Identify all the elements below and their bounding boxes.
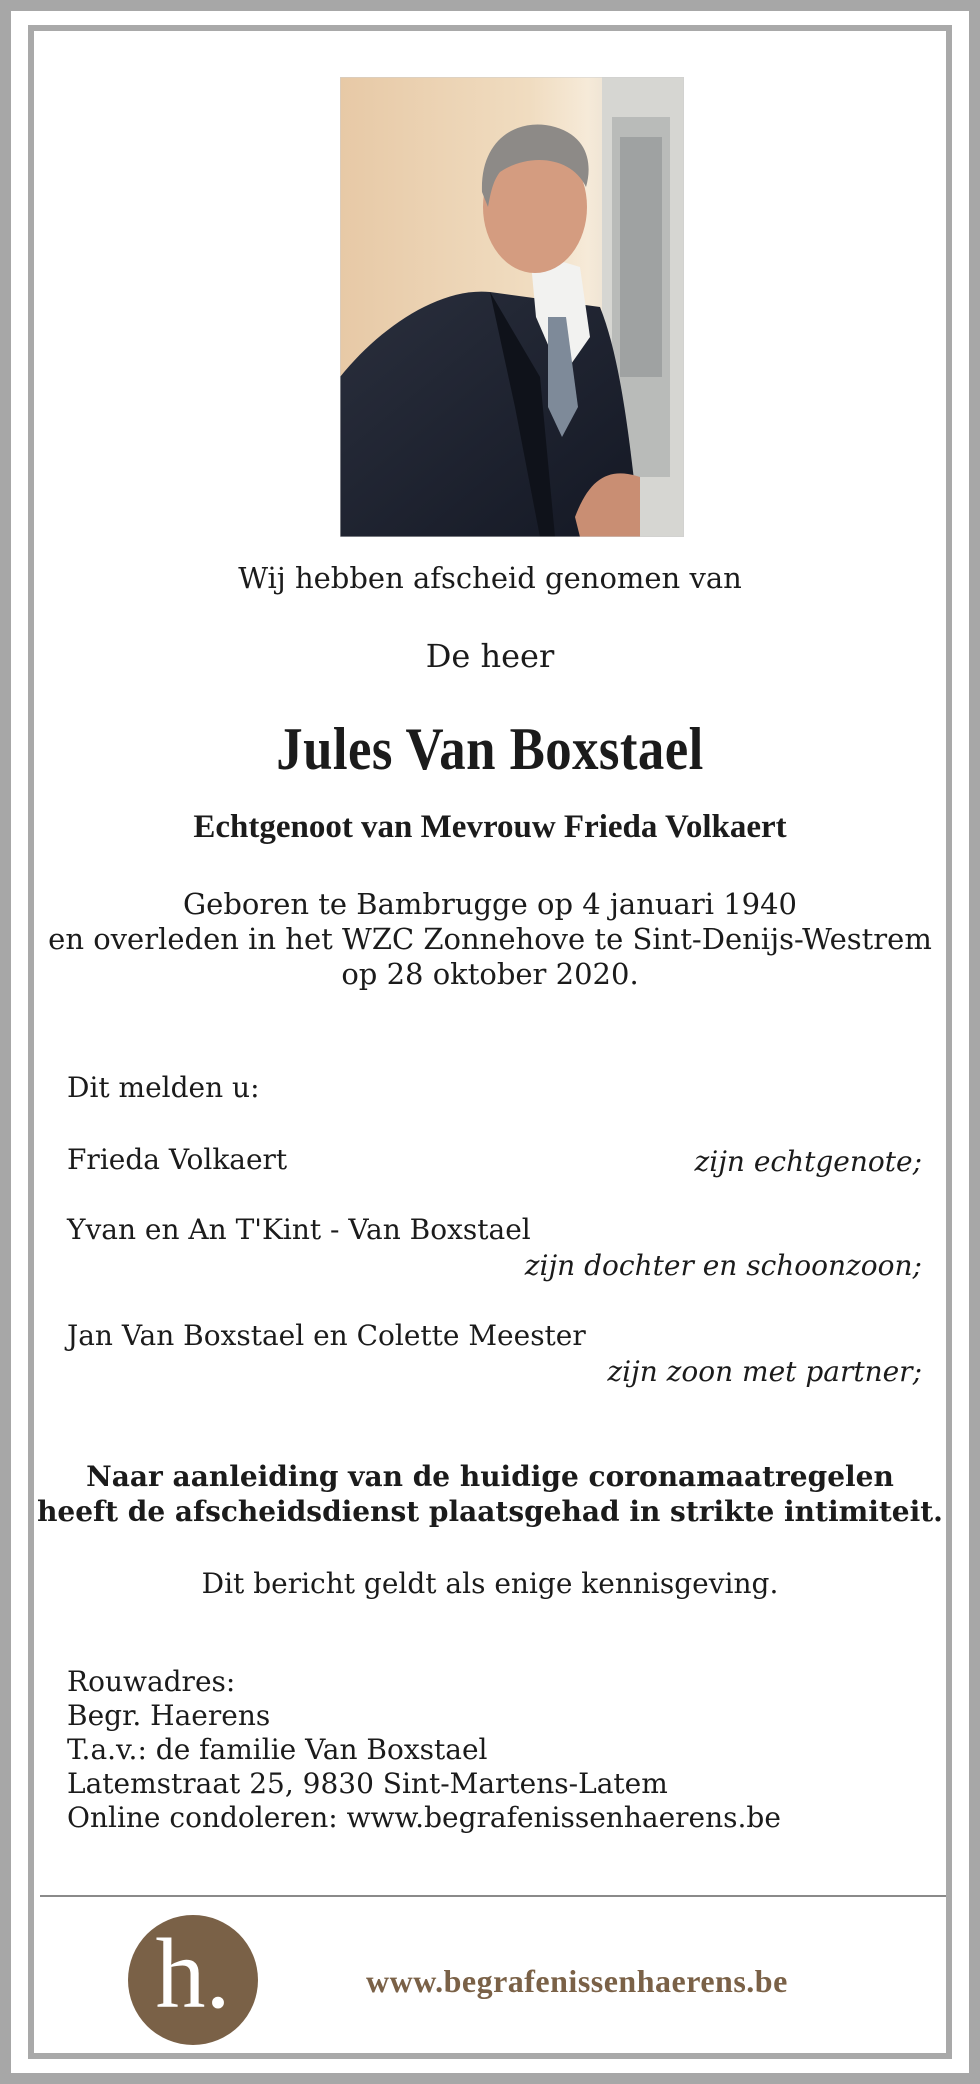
honorific: De heer (425, 637, 555, 675)
corona-notice (34, 1459, 946, 1529)
funeral-home-logo (128, 1915, 258, 2045)
footer-divider (40, 1895, 946, 1897)
intro-text: Wij hebben afscheid genomen van (238, 561, 742, 595)
corona-notice-line: Naar aanleiding van de huidige coronamaatregelen (86, 1460, 894, 1493)
birth-line: Geboren te Bambrugge op 4 januari 1940 (182, 887, 797, 921)
family-member-name: Frieda Volkaert (67, 1143, 288, 1176)
address-condolence-link[interactable]: Online condoleren: www.begrafenissenhaerens.be (67, 1801, 781, 1834)
address-street: Latemstraat 25, 9830 Sint-Martens-Latem (67, 1767, 668, 1800)
announcement-notice: Dit bericht geldt als enige kennisgeving. (201, 1567, 779, 1600)
address-attention: T.a.v.: de familie Van Boxstael (67, 1733, 488, 1766)
family-member-name: Jan Van Boxstael en Colette Meester (67, 1319, 586, 1352)
portrait-photo (340, 77, 684, 537)
deceased-name: Jules Van Boxstael (276, 716, 704, 782)
family-member-relation: zijn dochter en schoonzoon; (524, 1249, 922, 1282)
announcers-intro: Dit melden u: (67, 1071, 260, 1104)
family-member-relation: zijn echtgenote; (694, 1145, 922, 1178)
funeral-home-website-link[interactable]: www.begrafenissenhaerens.be (366, 1963, 788, 1999)
death-place-line: en overleden in het WZC Zonnehove te Sint-Denijs-Westrem (48, 922, 932, 956)
mourning-address (67, 1665, 781, 1835)
spouse-line: Echtgenoot van Mevrouw Frieda Volkaert (193, 809, 787, 845)
address-funeral-home: Begr. Haerens (67, 1699, 271, 1732)
obituary-card (11, 11, 969, 2073)
family-member-relation: zijn zoon met partner; (607, 1355, 922, 1388)
card-frame (28, 25, 952, 2059)
birth-death-info (34, 887, 946, 992)
logo-letter: h. (155, 1918, 231, 2029)
address-label: Rouwadres: (67, 1665, 236, 1698)
death-date-line: op 28 oktober 2020. (341, 957, 639, 991)
family-member-name: Yvan en An T'Kint - Van Boxstael (67, 1213, 531, 1246)
corona-notice-line: heeft de afscheidsdienst plaatsgehad in strikte intimiteit. (37, 1495, 943, 1528)
